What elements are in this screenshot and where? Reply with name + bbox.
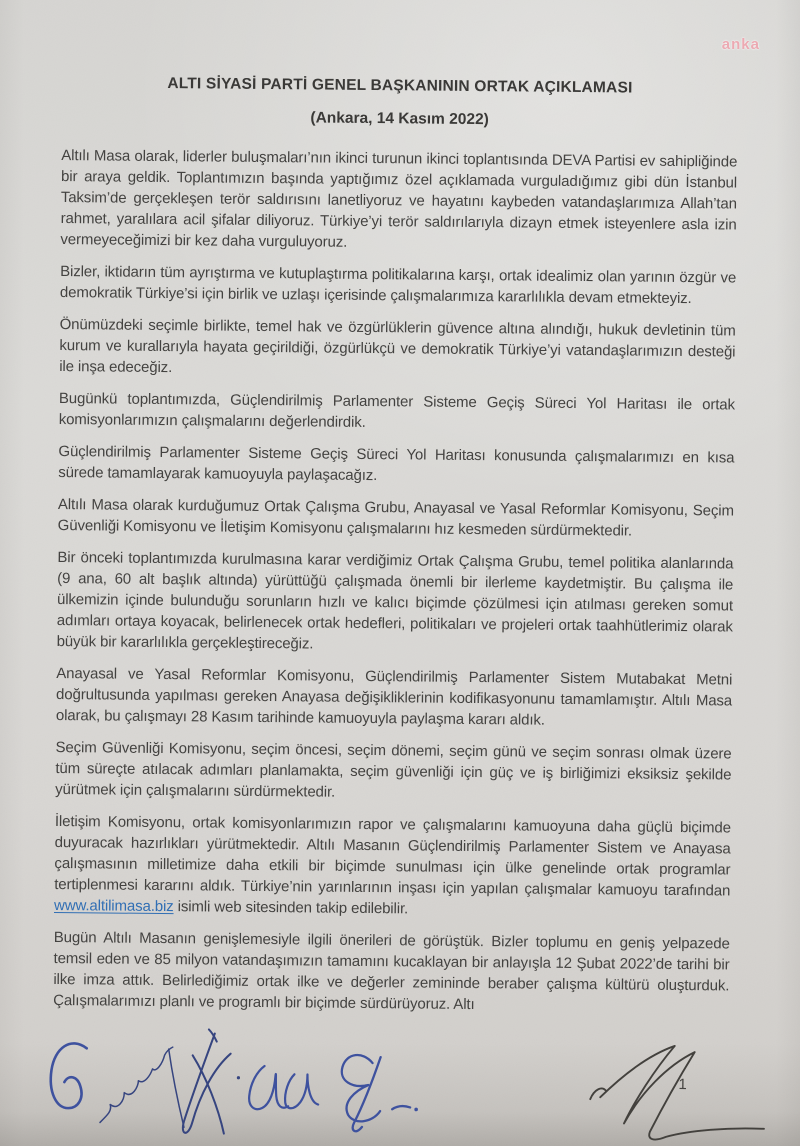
paragraph-10-text-before: İletişim Komisyonu, ortak komisyonlarımızın rapor ve çalışmalarını kamuoyuna daha güçlü biçimde duyuracak hazırlıkları yürütmektedir. Altılı Masanın Güçlendirilmiş Parlamenter Sistem ve Anayasa çalışmasının milletimize daha etkili bir biçimde sunulması için ülke genelinde ortak programlar tertiplenmesi kararını aldık. Türkiye’nin yarınlarının inşası için yapılan çalışmalar kamuoyu tarafından xyxy=(54,812,731,900)
anka-watermark: anka xyxy=(721,36,760,53)
page-number: 1 xyxy=(678,1075,687,1094)
paragraph-1: Altılı Masa olarak, liderler buluşmaları’nın ikinci turunun ikinci toplantısında DEVA Partisi ev sahipliğinde bir araya geldik. Toplantımızın başında yaptığımız özel açıklamada vurguladığımız gibi dün İstanbul Taksim’de gerçekleşen terör saldırısını lanetliyoruz ve hayatını kaybeden vatandaşlarımıza Allah’tan rahmet, yaralılara acil şifalar diliyoruz. Türkiye’yi terör saldırılarıyla dizayn etmek isteyenlere asla izin vermeyeceğimizi bir kez daha vurguluyoruz. xyxy=(60,147,738,251)
document-content xyxy=(53,74,738,1028)
signatures-left-group xyxy=(42,1026,435,1146)
paragraph-9: Seçim Güvenliği Komisyonu, seçim öncesi, seçim dönemi, seçim günü ve seçim sonrası olmak üzere tüm süreçte atılacak adımları planlamakta, seçim güvenliği için güç ve iş birliğimizi eksiksiz şekilde yürütmek için çalışmalarını sürdürmektedir. xyxy=(55,738,732,801)
paragraph-4: Bugünkü toplantımızda, Güçlendirilmiş Parlamenter Sisteme Geçiş Süreci Yol Haritası ile ortak komisyonlarımızın çalışmalarını değerlendirdik. xyxy=(58,390,735,431)
signature-5-stroke xyxy=(341,1055,380,1122)
paragraph-11: Bugün Altılı Masanın genişlemesiyle ilgili önerileri de görüştük. Bizler toplumu en geniş yelpazede temsil eden ve 85 milyon vatandaşımızın tamamını kucaklayan bir anlayışla 12 Şubat 2022’de tarihi bir ilke imza attık. Belirlediğimiz ortak ilke ve değerler zemininde beraber çalışma kültürü oluşturduk. Çalışmalarımızı planlı ve programlı bir biçimde sürdürüyoruz. Altı xyxy=(53,928,730,1014)
signature-3-dot xyxy=(237,1076,240,1079)
signature-4 xyxy=(249,1066,319,1110)
altilimasa-link[interactable]: www.altilimasa.biz xyxy=(53,896,174,916)
signature-1 xyxy=(50,1043,86,1108)
paragraph-2: Bizler, iktidarın tüm ayrıştırma ve kutuplaştırma politikalarına karşı, ortak idealimiz olan yarının özgür ve demokratik Türkiye’si için birlik ve uzlaşı içerisinde çalışmalarımıza kararlılıkla devam etmekteyiz. xyxy=(59,263,737,308)
signature-4-stroke xyxy=(249,1066,289,1110)
paragraph-5: Güçlendirilmiş Parlamenter Sisteme Geçiş Süreci Yol Haritası konusunda çalışmalarımızı en kısa sürede tamamlayarak kamuoyuyla paylaşacağız. xyxy=(58,443,735,485)
signature-2-tail xyxy=(168,1049,185,1127)
signature-5 xyxy=(341,1055,418,1132)
signature-3-cross xyxy=(192,1055,225,1133)
signature-5-wave xyxy=(392,1106,410,1109)
signature-3 xyxy=(183,1029,241,1134)
document-title: ALTI SİYASİ PARTİ GENEL BAŞKANININ ORTAK AÇIKLAMASI xyxy=(167,75,633,97)
paragraph-3: Önümüzdeki seçimle birlikte, temel hak ve özgürlüklerin güvence altına alındığı, hukuk devletinin tüm kurum ve kurallarıyla hayata geçirildiği, özgürlükçü ve demokratik Türkiye’yi vatandaşlarımızın desteği ile inşa edeceğiz. xyxy=(59,316,736,377)
paragraph-10-text-after: isimli web sitesinden takip edilebilir. xyxy=(173,898,409,918)
paragraph-8: Anayasal ve Yasal Reformlar Komisyonu, Güçlendirilmiş Parlamenter Sistem Mutabakat Metni doğrultusunda yapılması gereken Anayasa değişikliklerinin kodifikasyonunu tamamlamıştır. Altılı Masa olarak, bu çalışmayı 28 Kasım tarihinde kamuoyuyla paylaşma kararı aldık. xyxy=(55,664,733,729)
signature-5-dot xyxy=(414,1108,418,1112)
paragraph-7: Bir önceki toplantımızda kurulmasına karar verdiğimiz Ortak Çalışma Grubu, temel politika alanlarında (9 ana, 60 alt başlık altında) yürüttüğü çalışmada önemli bir ilerleme kaydetmiştir. Bu çalışma ile ülkemizin içinde bulunduğu sorunların hızlı ve kalıcı biçimde çözülmesi için atılması gereken somut adımları ortaya koyacak, belirlenecek ortak hedefleri, politikaları ve projeleri ortak taahhütlerimiz olarak büyük bir kararlılıkla gerçekleştireceğiz. xyxy=(56,548,734,653)
document-subtitle: (Ankara, 14 Kasım 2022) xyxy=(310,109,489,129)
signature-2 xyxy=(100,1046,185,1127)
signature-2-stroke xyxy=(100,1046,173,1123)
signature-4-stroke2 xyxy=(285,1074,318,1108)
paragraph-6: Altılı Masa olarak kurduğumuz Ortak Çalışma Grubu, Anayasal ve Yasal Reformlar Komisyonu, Seçim Güvenliği Komisyonu ve İletişim Komisyonu çalışmalarını hız kesmeden sürdürmektedir. xyxy=(57,496,734,540)
signature-1-stroke xyxy=(50,1043,86,1108)
paragraph-10 xyxy=(54,811,731,922)
